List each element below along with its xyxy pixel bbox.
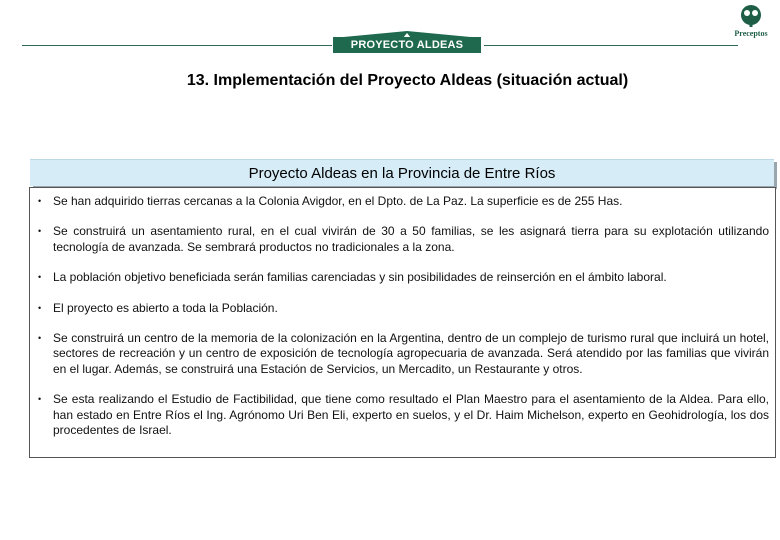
bullet-dot-icon: • [38, 302, 42, 313]
bullet-dot-icon: • [38, 196, 42, 206]
header-rule-left [22, 45, 332, 46]
bullet-dot-icon: • [38, 226, 42, 237]
bullet-item [38, 301, 769, 316]
bullet-text: Se esta realizando el Estudio de Factibilidad, que tiene como resultado el Plan Maestro para el asentamiento de la Aldea. Para ello, han estado en Entre Ríos el Ing. Agrónomo Uri Ben Eli, experto en suelos, y el Dr. Haim Michelson, experto en Geohidrología, los dos procedentes de Israel. [53, 392, 769, 438]
bullet-item [38, 194, 769, 209]
bullet-text: Se han adquirido tierras cercanas a la Colonia Avigdor, en el Dpto. de La Paz. La superficie es de 255 Has. [53, 194, 623, 208]
bullet-dot-icon: • [38, 333, 42, 344]
bullet-item [38, 392, 769, 438]
bullet-dot-icon: • [38, 394, 42, 405]
bullet-dot-icon: • [38, 272, 42, 283]
bullet-text: La población objetivo beneficiada serán familias carenciadas y sin posibilidades de reinserción en el ámbito laboral. [53, 270, 667, 285]
box-header [30, 159, 774, 186]
bullet-box [29, 187, 776, 458]
bullet-item [38, 331, 769, 377]
project-banner: PROYECTO ALDEAS [333, 37, 481, 53]
logo-wordmark: Preceptos [734, 29, 768, 38]
page-title: 13. Implementación del Proyecto Aldeas (situación actual) [186, 72, 629, 89]
bullet-text: Se construirá un asentamiento rural, en el cual vivirán de 30 a 50 familias, se les asignará tierra para su explotación utilizando tecnología de avanzada. Se sembrará productos no tradicionales a la zona. [53, 224, 769, 254]
bullet-text: El proyecto es abierto a toda la Población. [53, 300, 278, 315]
bullet-item [38, 224, 769, 255]
bullet-item [38, 270, 769, 285]
bullet-text: Se construirá un centro de la memoria de la colonización en la Argentina, dentro de un complejo de turismo rural que incluirá un hotel, sectores de recreación y un centro de exposición de tecnología agropecuaria de avanzada. Será atendido por las familias que vivirán en el lugar. Además, se construirá una Estación de Servicios, un Mercadito, un Restaurante y otros. [53, 331, 769, 376]
box-title: Proyecto Aldeas en la Provincia de Entre Ríos [248, 165, 556, 182]
header-rule-right [484, 45, 738, 46]
preceptos-logo-icon [726, 3, 776, 47]
bullet-list [30, 188, 775, 438]
